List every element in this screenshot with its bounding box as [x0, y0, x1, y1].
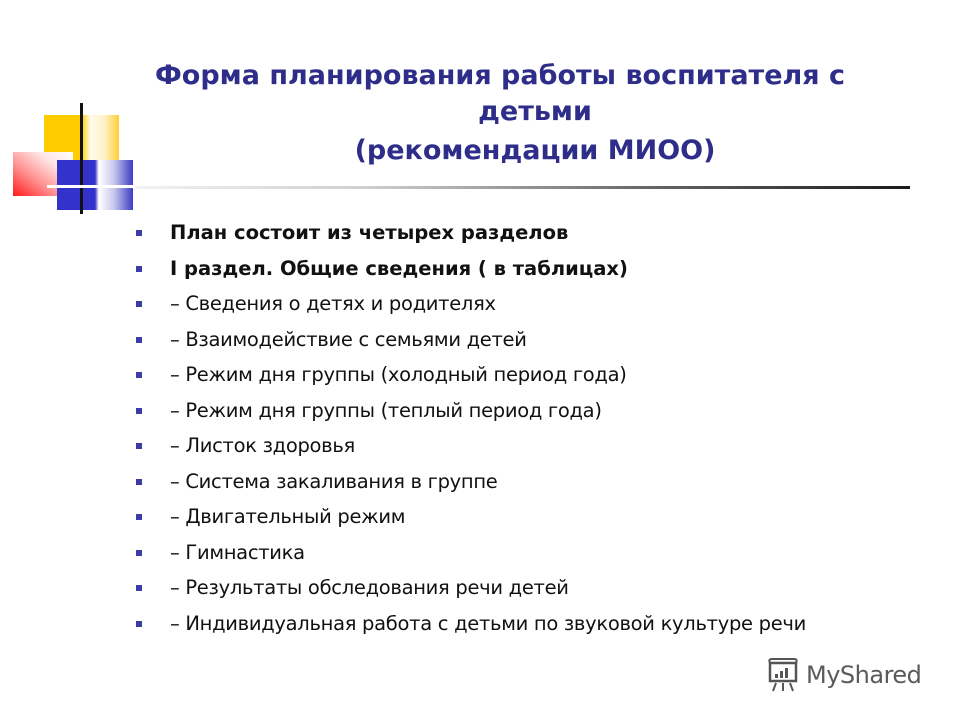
list-item-text: – Листок здоровья	[170, 434, 355, 457]
list-item-text: – Сведения о детях и родителях	[170, 292, 496, 315]
list-item-text: – Система закаливания в группе	[170, 469, 498, 493]
decoration-white-line	[47, 185, 137, 188]
list-item	[132, 606, 806, 642]
list-item-text: I раздел. Общие сведения ( в таблицах)	[170, 256, 628, 280]
square-bullet-icon	[136, 514, 142, 520]
list-item-text: – Индивидуальная работа с детьми по звуковой культуре речи	[170, 611, 806, 635]
list-item	[132, 322, 806, 358]
list-item-text: – Гимнастика	[170, 540, 305, 564]
list-item	[132, 428, 806, 464]
square-bullet-icon	[136, 408, 142, 414]
list-item-text: – Режим дня группы (теплый период года)	[170, 398, 602, 422]
title-divider	[135, 186, 910, 189]
square-bullet-icon	[136, 443, 142, 449]
square-bullet-icon	[136, 301, 142, 307]
list-item-text: – Взаимодействие с семьями детей	[170, 327, 527, 351]
list-item-text: – Результаты обследования речи детей	[170, 576, 569, 599]
myshared-watermark[interactable]	[766, 655, 921, 695]
square-bullet-icon	[136, 550, 142, 556]
list-item	[132, 570, 806, 606]
decoration-vertical-line	[80, 103, 83, 214]
watermark-label: MyShared	[806, 661, 922, 689]
list-item	[132, 251, 806, 287]
slide-title	[150, 58, 920, 169]
list-item-text: План состоит из четырех разделов	[170, 221, 569, 244]
list-item	[132, 286, 806, 322]
list-item	[132, 535, 806, 571]
square-bullet-icon	[136, 230, 142, 236]
list-item-text: – Двигательный режим	[170, 505, 406, 528]
list-item	[132, 215, 806, 251]
title-line-2: детьми	[478, 96, 592, 127]
presentation-board-icon	[766, 657, 800, 693]
square-bullet-icon	[136, 337, 142, 343]
title-line-1: Форма планирования работы воспитателя с	[155, 60, 846, 91]
square-bullet-icon	[136, 621, 142, 627]
list-item	[132, 464, 806, 500]
bullet-list	[132, 215, 806, 641]
square-bullet-icon	[136, 585, 142, 591]
list-item	[132, 393, 806, 429]
square-bullet-icon	[136, 372, 142, 378]
square-bullet-icon	[136, 479, 142, 485]
list-item-text: – Режим дня группы (холодный период года)	[170, 363, 627, 386]
title-line-3: (рекомендации МИОО)	[354, 135, 716, 166]
list-item	[132, 499, 806, 535]
square-bullet-icon	[136, 266, 142, 272]
list-item	[132, 357, 806, 393]
